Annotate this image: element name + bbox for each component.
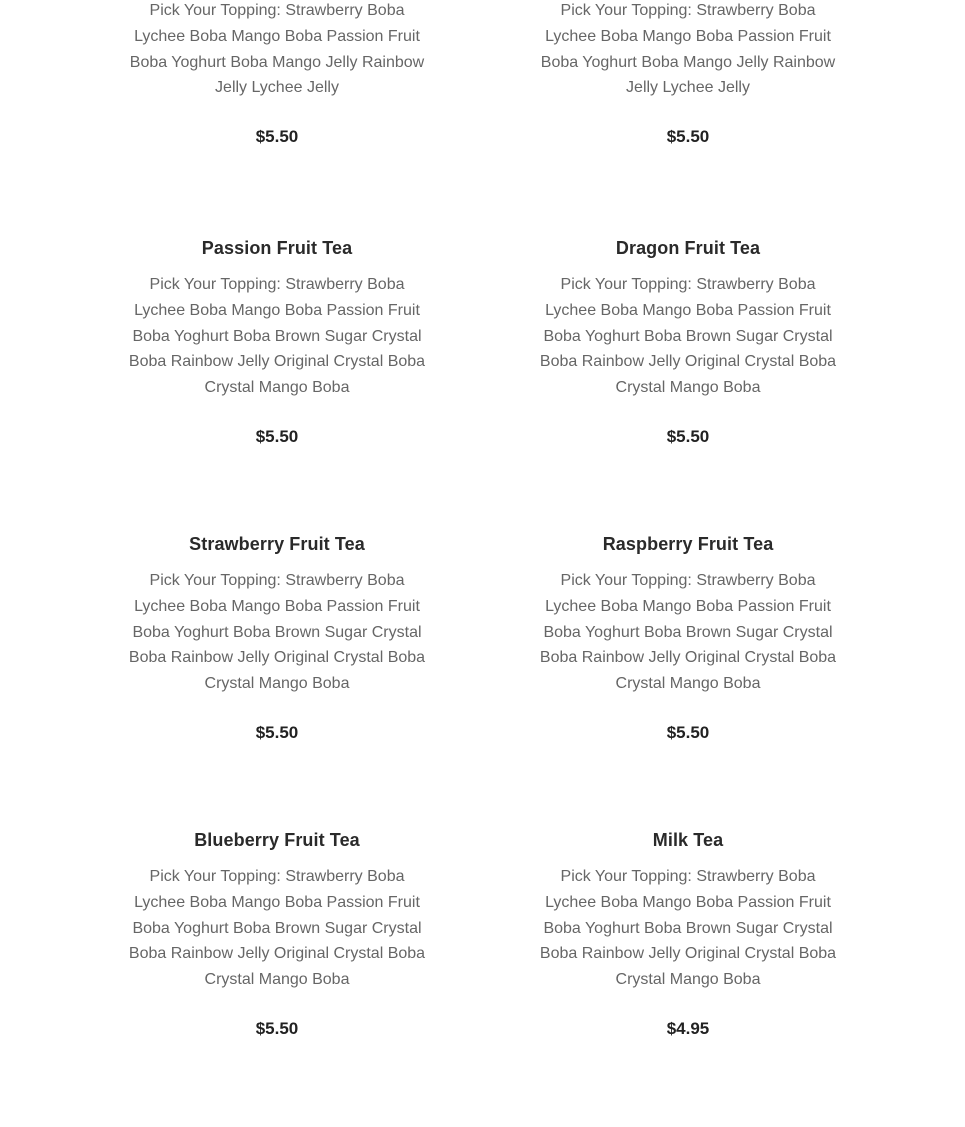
- menu-item-passion-fruit-tea[interactable]: [122, 236, 432, 449]
- menu-item-description: Pick Your Topping: Strawberry Boba Lychee Boba Mango Boba Passion Fruit Boba Yoghurt Boba Brown Sugar Crystal Boba Rainbow Jelly Original Crystal Boba Crystal Mango Boba: [539, 276, 837, 397]
- menu-item-description: Pick Your Topping: Strawberry Boba Lychee Boba Mango Boba Passion Fruit Boba Yoghurt Boba Brown Sugar Crystal Boba Rainbow Jelly Original Crystal Boba Crystal Mango Boba: [128, 572, 426, 693]
- menu-item-blueberry-fruit-tea[interactable]: [122, 828, 432, 1041]
- menu-item-description: Pick Your Topping: Strawberry Boba Lychee Boba Mango Boba Passion Fruit Boba Yoghurt Boba Brown Sugar Crystal Boba Rainbow Jelly Original Crystal Boba Crystal Mango Boba: [128, 868, 426, 989]
- menu-item-price: $5.50: [255, 127, 299, 147]
- menu-item-strawberry-fruit-tea[interactable]: [122, 532, 432, 745]
- menu-item-price: $4.95: [666, 1018, 710, 1038]
- menu-item-price: $5.50: [255, 722, 299, 742]
- menu-item-price: $5.50: [666, 127, 710, 147]
- menu-item-price: $5.50: [255, 1018, 299, 1038]
- menu-item-title: Dragon Fruit Tea: [615, 238, 761, 258]
- menu-item-raspberry-fruit-tea[interactable]: [533, 532, 843, 745]
- menu-item-description: Pick Your Topping: Strawberry Boba Lychee Boba Mango Boba Passion Fruit Boba Yoghurt Boba Brown Sugar Crystal Boba Rainbow Jelly Original Crystal Boba Crystal Mango Boba: [128, 276, 426, 397]
- menu-item-price: $5.50: [666, 722, 710, 742]
- menu-item-partial-right[interactable]: [533, 0, 843, 149]
- menu-item-title: Blueberry Fruit Tea: [194, 830, 360, 850]
- menu-item-partial-left[interactable]: [122, 0, 432, 149]
- menu-item-title: Passion Fruit Tea: [201, 238, 353, 258]
- menu-item-title: Strawberry Fruit Tea: [189, 534, 365, 554]
- menu-item-description: Pick Your Topping: Strawberry Boba Lychee Boba Mango Boba Passion Fruit Boba Yoghurt Boba Mango Jelly Rainbow Jelly Lychee Jelly: [540, 2, 836, 97]
- menu-item-title: Milk Tea: [652, 830, 724, 850]
- menu-item-milk-tea[interactable]: [533, 828, 843, 1041]
- menu-item-description: Pick Your Topping: Strawberry Boba Lychee Boba Mango Boba Passion Fruit Boba Yoghurt Boba Brown Sugar Crystal Boba Rainbow Jelly Original Crystal Boba Crystal Mango Boba: [539, 868, 837, 989]
- menu-item-price: $5.50: [255, 426, 299, 446]
- menu-item-dragon-fruit-tea[interactable]: [533, 236, 843, 449]
- menu-item-description: Pick Your Topping: Strawberry Boba Lychee Boba Mango Boba Passion Fruit Boba Yoghurt Boba Mango Jelly Rainbow Jelly Lychee Jelly: [129, 2, 425, 97]
- menu-item-title: Raspberry Fruit Tea: [602, 534, 774, 554]
- menu-item-price: $5.50: [666, 426, 710, 446]
- menu-item-description: Pick Your Topping: Strawberry Boba Lychee Boba Mango Boba Passion Fruit Boba Yoghurt Boba Brown Sugar Crystal Boba Rainbow Jelly Original Crystal Boba Crystal Mango Boba: [539, 572, 837, 693]
